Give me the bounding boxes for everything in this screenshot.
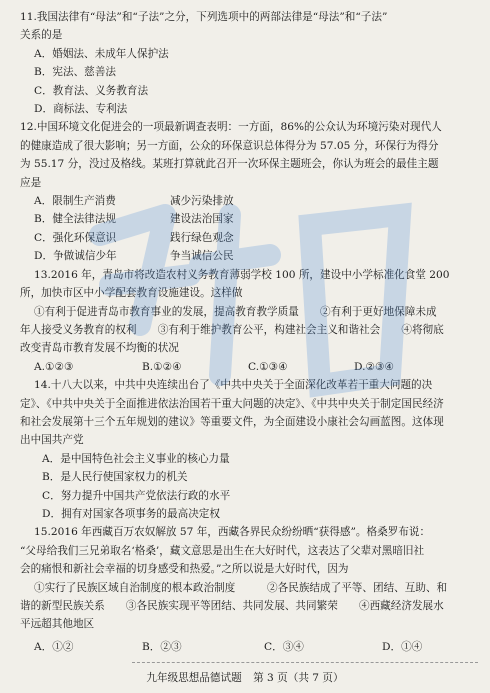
- q13-option-d[interactable]: D.②③④: [354, 360, 394, 373]
- q12-option-c[interactable]: [20, 229, 478, 247]
- q15-option-a[interactable]: A．①②: [34, 640, 74, 653]
- q13-statement-line-1: ①有利于促进青岛市教育事业的发展，提高教育教学质量 ②有利于更好地保障未成: [34, 305, 437, 318]
- q13-statement-line-2: 年人接受义务教育的权利 ③有利于维护教育公平，构建社会主义和谐社会 ④将彻底: [20, 323, 444, 336]
- question-11: [20, 8, 478, 118]
- q11-option-b[interactable]: B．宪法、慈善法: [34, 66, 116, 79]
- question-13: [20, 266, 478, 376]
- q14-stem-line-4: 出中国共产党: [20, 434, 84, 447]
- q15-statement-line-3: 平远超其他地区: [20, 618, 95, 631]
- q15-option-d[interactable]: D．①④: [382, 640, 423, 653]
- q12-option-d[interactable]: [20, 247, 478, 265]
- q15-stem-line-2: “父母给我们三兄弟取名‘格桑’，藏文意思是出生在大好时代，这表达了父辈对黑暗旧社: [20, 544, 425, 557]
- q12-option-d-part-1: D．争做诚信少年: [34, 250, 117, 263]
- q15-options: [20, 638, 478, 656]
- footer-divider: [132, 662, 478, 663]
- q11-option-c[interactable]: C．教育法、义务教育法: [34, 84, 149, 97]
- q15-option-b[interactable]: B．②③: [142, 640, 182, 653]
- q12-option-a-part-2: 减少污染排放: [170, 195, 234, 208]
- q15-statement-line-2: 谐的新型民族关系 ③各民族实现平等团结、共同发展、共同繁荣 ④西藏经济发展水: [20, 600, 444, 612]
- q15-stem-line-3: 会的痛恨和新社会幸福的切身感受和热爱。”之所以说是大好时代，因为: [20, 563, 349, 576]
- q15-statement-line-1: ①实行了民族区域自治制度的根本政治制度 ②各民族结成了平等、团结、互助、和: [34, 581, 448, 594]
- page-footer: [0, 669, 490, 687]
- q12-option-c-part-1: C．强化环保意识: [34, 231, 117, 244]
- q13-option-a[interactable]: A.①②③: [34, 360, 74, 373]
- q15-stem-line-1: 15.2016 年西藏百万农奴解放 57 年，西藏各界民众纷纷晒“获得感”。格桑罗布说：: [34, 526, 431, 539]
- q14-option-b[interactable]: B．是人民行使国家权力的机关: [42, 471, 188, 484]
- q11-stem-line-1: 11.我国法律有“母法”和“子法”之分，下列选项中的两部法律是“母法”和“子法”: [20, 11, 388, 23]
- footer-subject: 九年级思想品德试题: [146, 671, 242, 684]
- q12-option-a[interactable]: [20, 192, 478, 210]
- q14-stem-line-2: 定》、《中共中央关于全面推进依法治国若干重大问题的决定》、《中共中央关于制定国民经济: [20, 397, 444, 410]
- q11-option-d[interactable]: D．商标法、专利法: [34, 103, 128, 116]
- q14-option-a[interactable]: A．是中国特色社会主义事业的核心力量: [42, 452, 230, 465]
- q12-option-b-part-1: B．健全法律法规: [34, 213, 116, 226]
- q12-option-d-part-2: 争当诚信公民: [170, 250, 234, 263]
- q12-option-a-part-1: A．限制生产消费: [34, 195, 116, 208]
- q13-options: [20, 358, 478, 376]
- q12-option-c-part-2: 践行绿色观念: [170, 231, 234, 244]
- q13-stem-line-2: 所，加快市区中小学配套教育设施建设。这样做: [20, 287, 243, 300]
- q11-option-a[interactable]: A．婚姻法、未成年人保护法: [34, 47, 169, 60]
- question-12: [20, 118, 478, 265]
- q14-stem-line-3: 和社会发展第十三个五年规划的建议》等重要文件，为全面建设小康社会勾画蓝图。这体现: [20, 415, 444, 428]
- q15-option-c[interactable]: C．③④: [264, 640, 304, 653]
- q13-option-b[interactable]: B.①②④: [142, 360, 182, 373]
- q14-option-d[interactable]: D．拥有对国家各项事务的最高决定权: [42, 507, 220, 520]
- question-14: [20, 376, 478, 523]
- q13-option-c[interactable]: C.①③④: [248, 360, 288, 373]
- q12-option-b-part-2: 建设法治国家: [170, 213, 234, 226]
- q13-stem-line-1: 13.2016 年，青岛市将改造农村义务教育薄弱学校 100 所，建设中小学标准化食堂 200: [34, 268, 450, 281]
- q13-statement-line-3: 改变青岛市教育发展不均衡的状况: [20, 342, 179, 355]
- q12-stem-line-4: 应是: [20, 176, 42, 189]
- question-15: [20, 523, 478, 656]
- q12-stem-line-2: 的健康造成了很大影响；另一方面，公众的环保意识总体得分为 57.05 分，环保行为得分: [20, 139, 439, 152]
- q12-stem-line-3: 为 55.17 分，没过及格线。某班打算就此召开一次环保主题班会，你认为班会的最佳主题: [20, 158, 439, 171]
- q14-stem-line-1: 14.十八大以来，中共中央连续出台了《中共中央关于全面深化改革若干重大问题的决: [34, 379, 433, 392]
- q12-stem-line-1: 12.中国环境文化促进会的一项最新调查表明：一方面，86%的公众认为环境污染对现代人: [20, 121, 442, 134]
- q11-stem-line-2: 关系的是: [20, 29, 63, 42]
- q12-option-b[interactable]: [20, 210, 478, 228]
- q14-option-c[interactable]: C．努力提升中国共产党依法行政的水平: [42, 489, 231, 502]
- footer-page-number: 第 3 页（共 7 页）: [253, 671, 344, 684]
